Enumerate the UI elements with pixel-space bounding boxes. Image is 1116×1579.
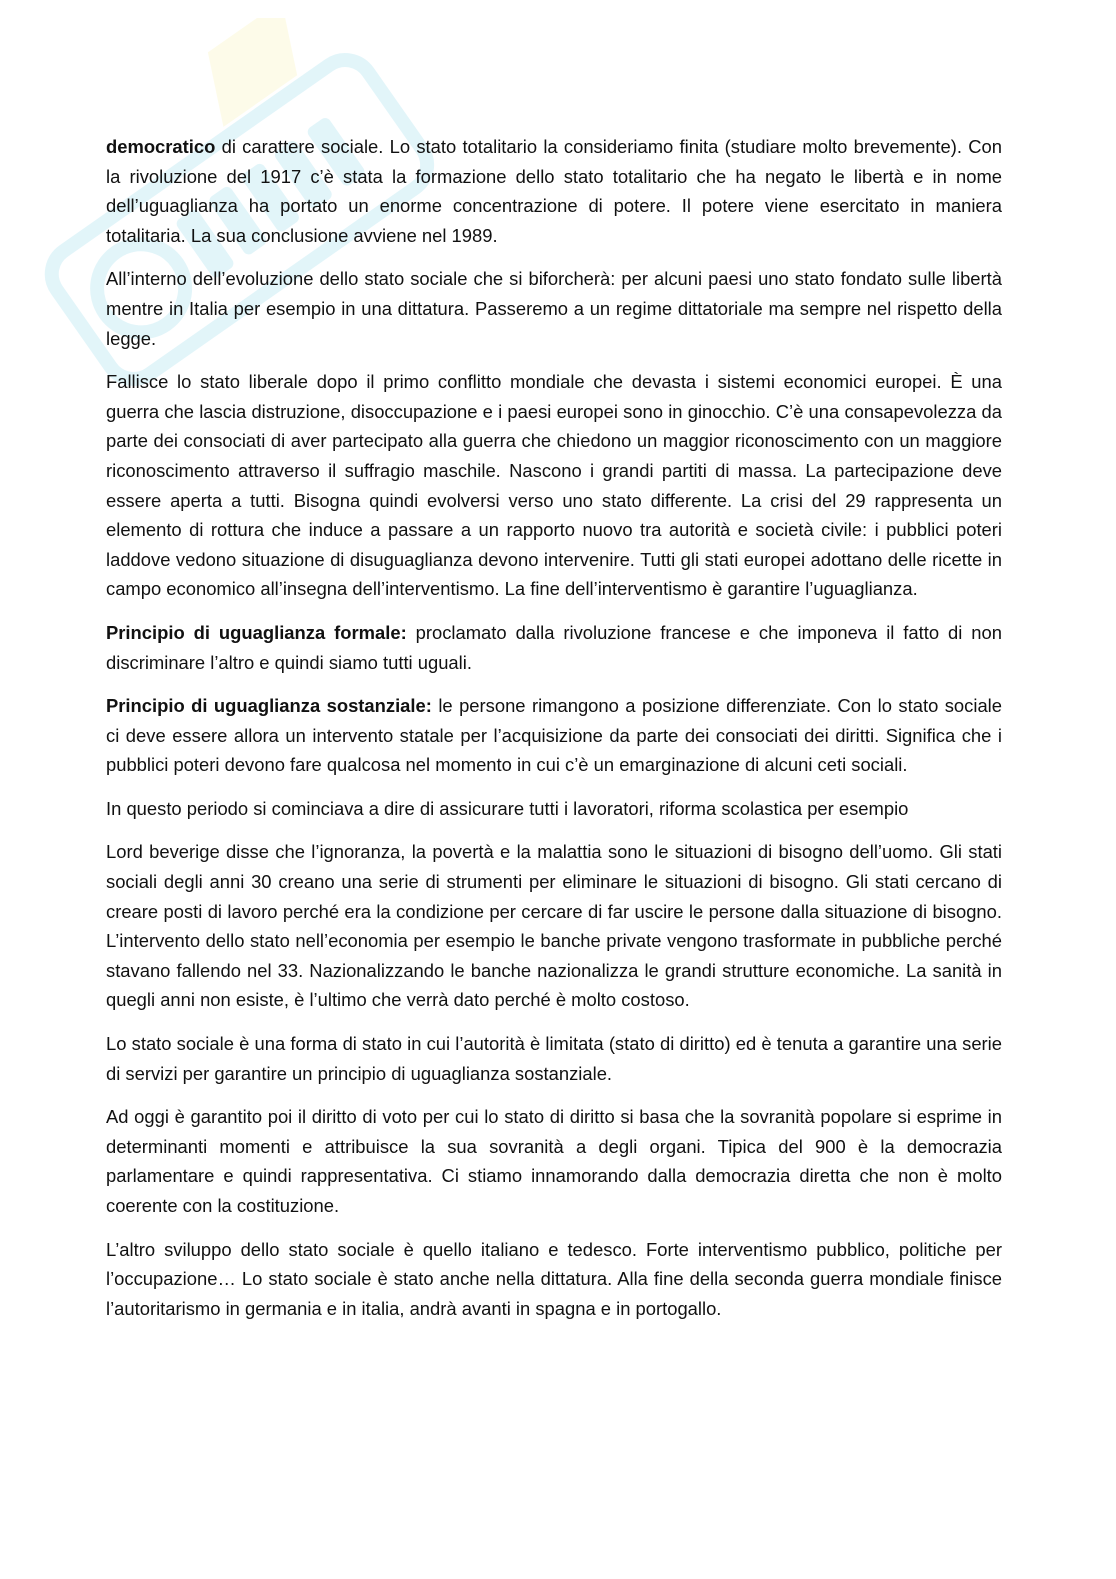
paragraph: Lord beverige disse che l’ignoranza, la povertà e la malattia sono le situazioni di bisogno dell’uomo. Gli stati sociali degli anni 30 creano una serie di strumenti per eliminare le situazioni di bisogno. Gli stati cercano di creare posti di lavoro perché era la condizione per cercare di far uscire le persone dalla situazione di bisogno. L’intervento dello stato nell’economia per esempio le banche private vengono trasformate in pubbliche perché stavano fallendo nel 33. Nazionalizzando le banche nazionalizza le grandi strutture economiche. La sanità in quegli anni non esiste, è l’ultimo che verrà dato perché è molto costoso. <box>106 841 1002 1011</box>
paragraph-text: le persone rimangono a posizione differenziate. Con lo stato sociale ci deve essere allora un intervento statale per l’acquisizione da parte dei consociati dei diritti. Significa che i pubblici poteri devono fare qualcosa nel momento in cui c’è un emarginazione di alcuni ceti sociali. <box>106 695 1002 776</box>
paragraph <box>106 691 1002 780</box>
paragraph-text: di carattere sociale. Lo stato totalitario la consideriamo finita (studiare molto brevemente). Con la rivoluzione del 1917 c’è stata la formazione dello stato totalitario che ha negato le libertà e in nome dell’uguaglianza ha portato un enorme concentrazione di potere. Il potere viene esercitato in maniera totalitaria. La sua conclusione avviene nel 1989. <box>106 136 1002 246</box>
paragraph: Lo stato sociale è una forma di stato in cui l’autorità è limitata (stato di diritto) ed è tenuta a garantire una serie di servizi per garantire un principio di uguaglianza sostanziale. <box>106 1033 1002 1084</box>
paragraph <box>106 618 1002 677</box>
paragraph: L’altro sviluppo dello stato sociale è quello italiano e tedesco. Forte interventismo pubblico, politiche per l’occupazione… Lo stato sociale è stato anche nella dittatura. Alla fine della seconda guerra mondiale finisce l’autoritarismo in germania e in italia, andrà avanti in spagna e in portogallo. <box>106 1238 1002 1319</box>
paragraph: Ad oggi è garantito poi il diritto di voto per cui lo stato di diritto si basa che la sovranità popolare si esprime in determinanti momenti e attribuisce la sua sovranità a degli organi. Tipica del 900 è la democrazia parlamentare e quindi rappresentativa. Ci stiamo innamorando dalla democrazia diretta che non è molto coerente con la costituzione. <box>106 1106 1002 1216</box>
paragraph: Fallisce lo stato liberale dopo il primo conflitto mondiale che devasta i sistemi economici europei. È una guerra che lascia distruzione, disoccupazione e i paesi europei sono in ginocchio. C’è una consapevolezza da parte dei consociati di aver partecipato alla guerra che chiedono un maggior riconoscimento con un maggiore riconoscimento attraverso il suffragio maschile. Nascono i grandi partiti di massa. La partecipazione deve essere aperta a tutti. Bisogna quindi evolversi verso uno stato differente. La crisi del 29 rappresenta un elemento di rottura che induce a passare a un rapporto nuovo tra autorità e società civile: i pubblici poteri laddove vedono situazione di disuguaglianza devono intervenire. Tutti gli stati europei adottano delle ricette in campo economico all’insegna dell’interventismo. La fine dell’interventismo è garantire l’uguaglianza. <box>106 371 1002 600</box>
paragraph: All’interno dell’evoluzione dello stato sociale che si biforcherà: per alcuni paesi uno stato fondato sulle libertà mentre in Italia per esempio in una dittatura. Passeremo a un regime dittatoriale ma sempre nel rispetto della legge. <box>106 268 1002 349</box>
paragraph-lead: Principio di uguaglianza formale: <box>106 621 407 643</box>
paragraph-lead: democratico <box>106 136 216 157</box>
document-body <box>106 132 1002 1337</box>
paragraph: In questo periodo si cominciava a dire di assicurare tutti i lavoratori, riforma scolastica per esempio <box>106 797 909 819</box>
paragraph-lead: Principio di uguaglianza sostanziale: <box>106 695 432 717</box>
paragraph-text: proclamato dalla rivoluzione francese e che imponeva il fatto di non discriminare l’altro e quindi siamo tutti uguali. <box>106 621 1002 673</box>
paragraph <box>106 132 1002 250</box>
